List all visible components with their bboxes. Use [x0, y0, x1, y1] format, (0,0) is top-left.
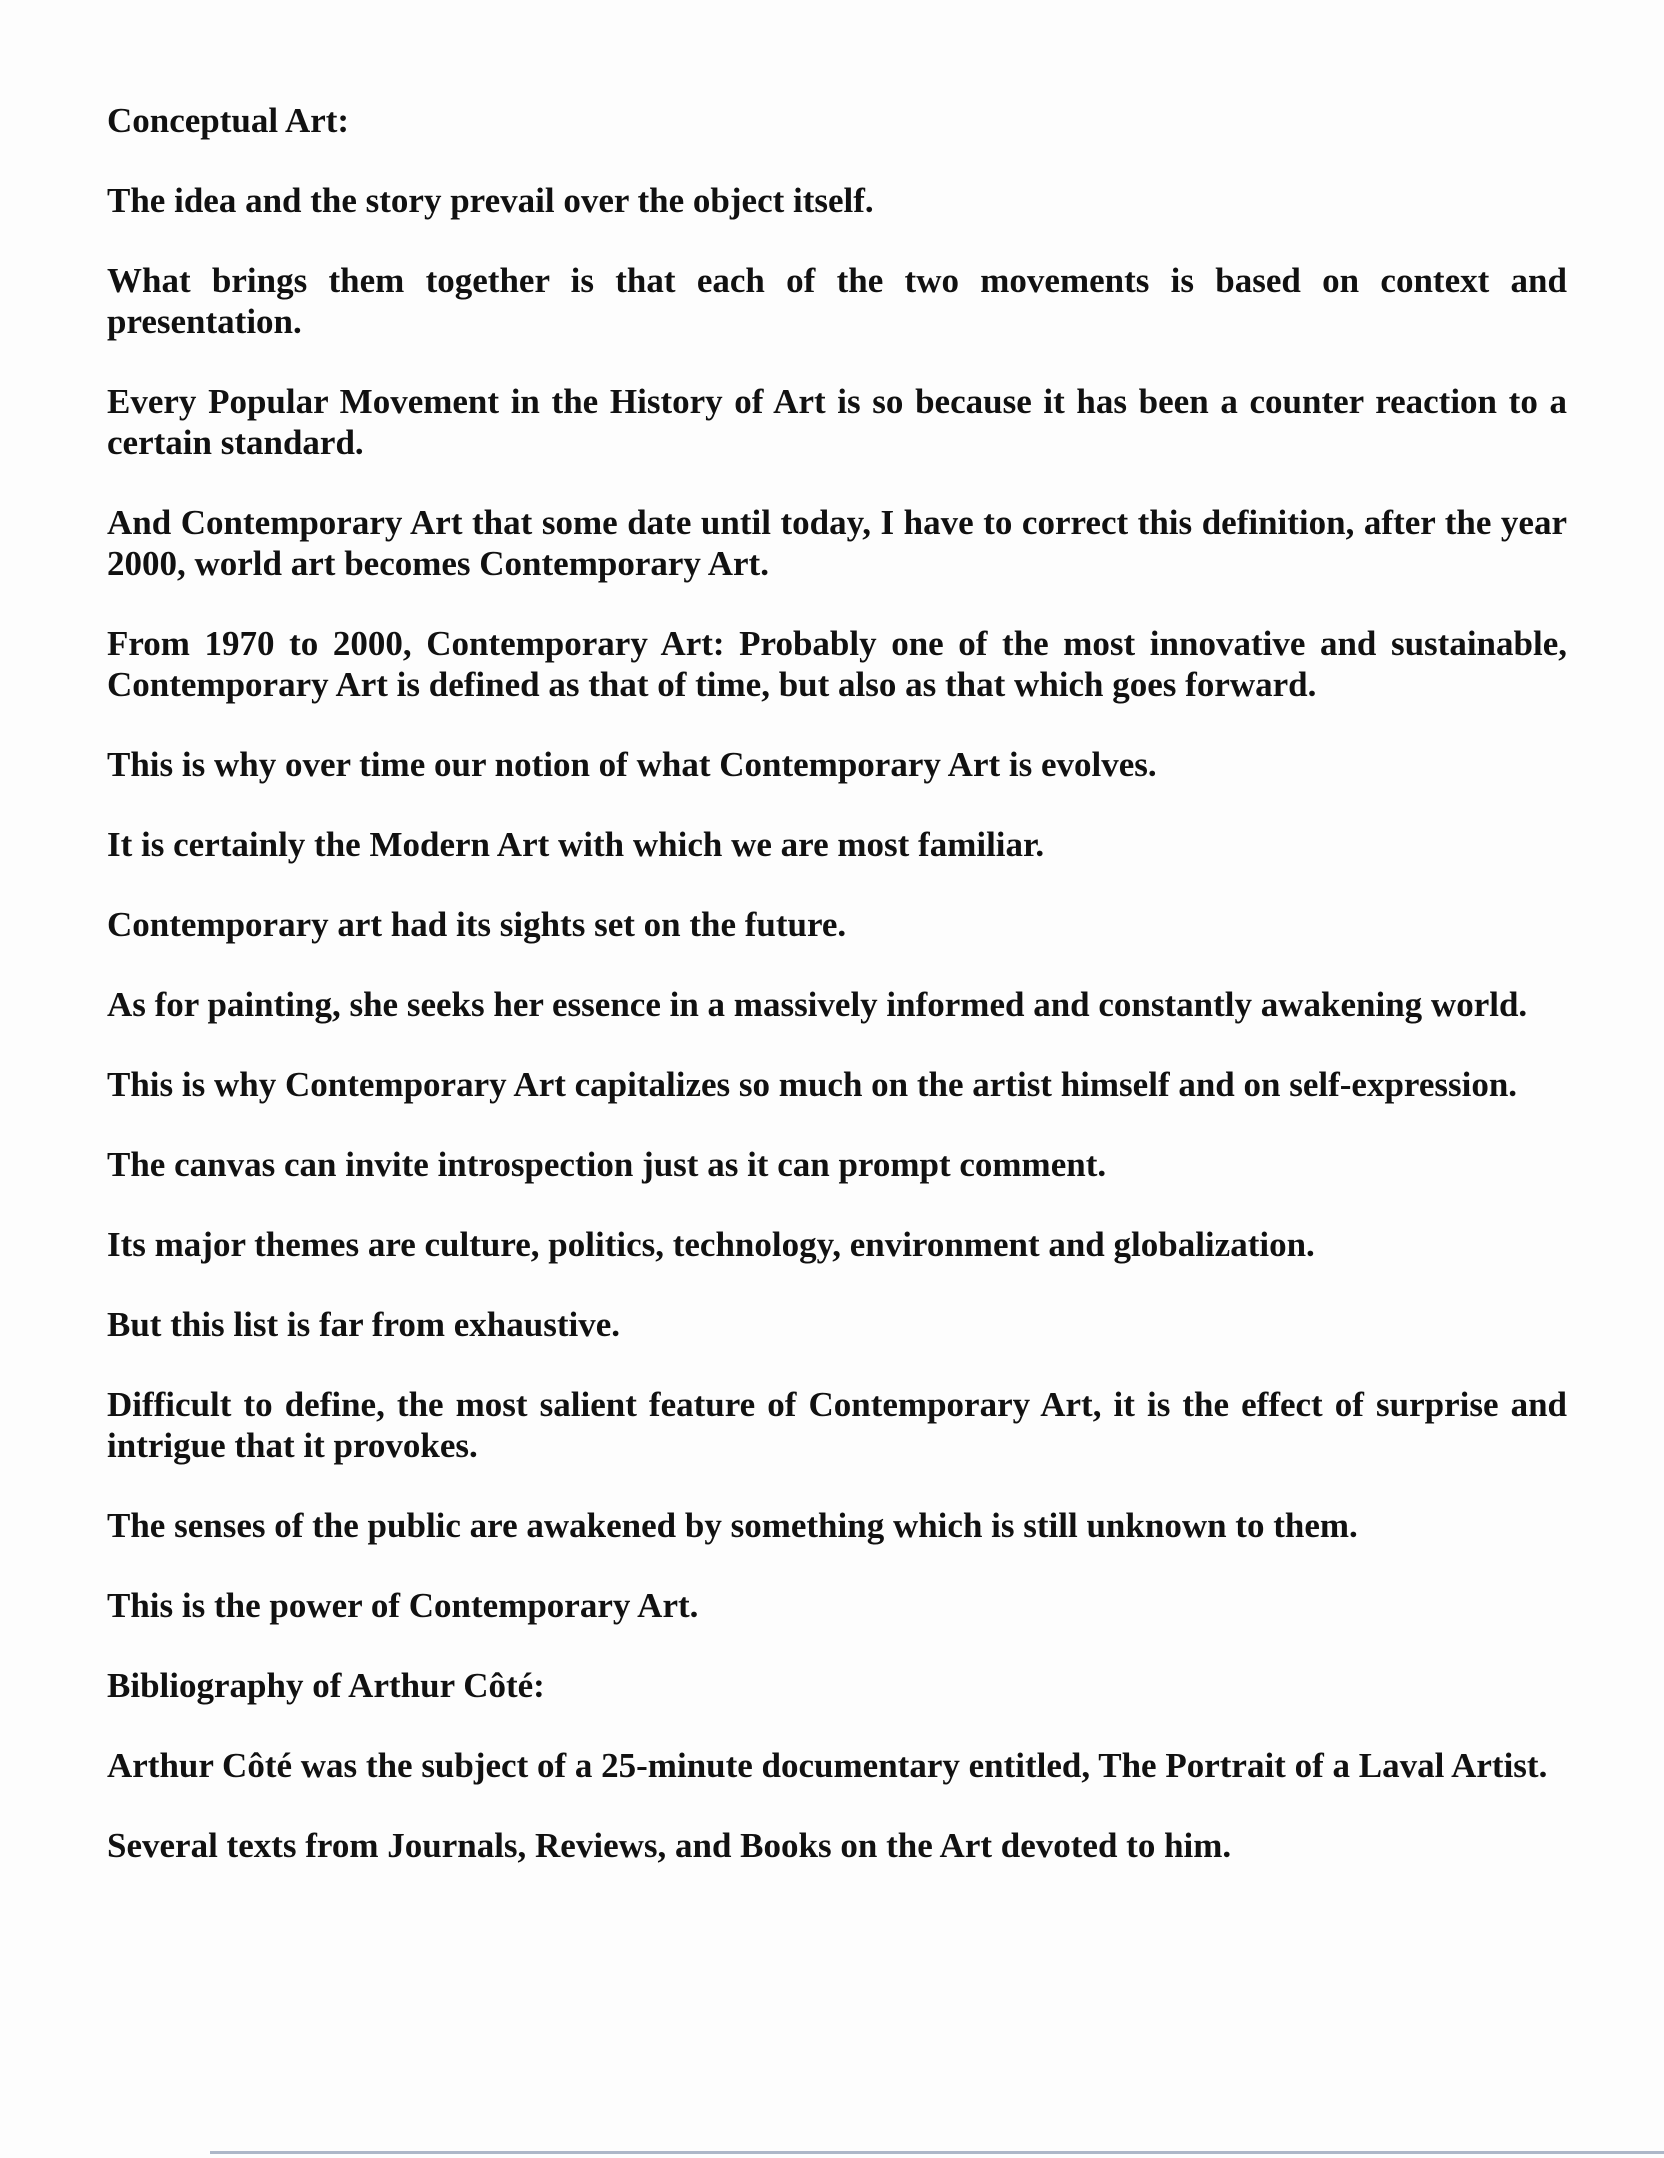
paragraph: But this list is far from exhaustive.	[107, 1305, 621, 1344]
paragraph: As for painting, she seeks her essence in a massively informed and constantly awakening world.	[107, 985, 1528, 1024]
section-heading-bibliography: Bibliography of Arthur Côté:	[107, 1666, 545, 1705]
paragraph: From 1970 to 2000, Contemporary Art: Probably one of the most innovative and sustainable, Contemporary Art is defined as that of time, but also as that which goes forward.	[107, 624, 1567, 704]
paragraph: Several texts from Journals, Reviews, and Books on the Art devoted to him.	[107, 1826, 1232, 1865]
paragraph: This is the power of Contemporary Art.	[107, 1586, 699, 1625]
paragraph: This is why over time our notion of what Contemporary Art is evolves.	[107, 745, 1157, 784]
paragraph: Every Popular Movement in the History of Art is so because it has been a counter reaction to a certain standard.	[107, 382, 1567, 462]
paragraph: Difficult to define, the most salient feature of Contemporary Art, it is the effect of surprise and intrigue that it provokes.	[107, 1385, 1567, 1465]
paragraph: It is certainly the Modern Art with which we are most familiar.	[107, 825, 1045, 864]
paragraph: The senses of the public are awakened by something which is still unknown to them.	[107, 1506, 1358, 1545]
paragraph: Arthur Côté was the subject of a 25-minute documentary entitled, The Portrait of a Laval Artist.	[107, 1746, 1548, 1785]
page-bottom-edge	[210, 2151, 1664, 2154]
paragraph: The idea and the story prevail over the object itself.	[107, 181, 874, 220]
paragraph: And Contemporary Art that some date until today, I have to correct this definition, after the year 2000, world art becomes Contemporary Art.	[107, 503, 1567, 583]
section-heading-conceptual-art: Conceptual Art:	[107, 101, 350, 140]
paragraph: Contemporary art had its sights set on the future.	[107, 905, 847, 944]
paragraph: The canvas can invite introspection just as it can prompt comment.	[107, 1145, 1107, 1184]
paragraph: This is why Contemporary Art capitalizes so much on the artist himself and on self-expression.	[107, 1065, 1518, 1104]
document-body	[107, 100, 1567, 1905]
paragraph: What brings them together is that each of the two movements is based on context and presentation.	[107, 261, 1567, 341]
paragraph: Its major themes are culture, politics, technology, environment and globalization.	[107, 1225, 1315, 1264]
